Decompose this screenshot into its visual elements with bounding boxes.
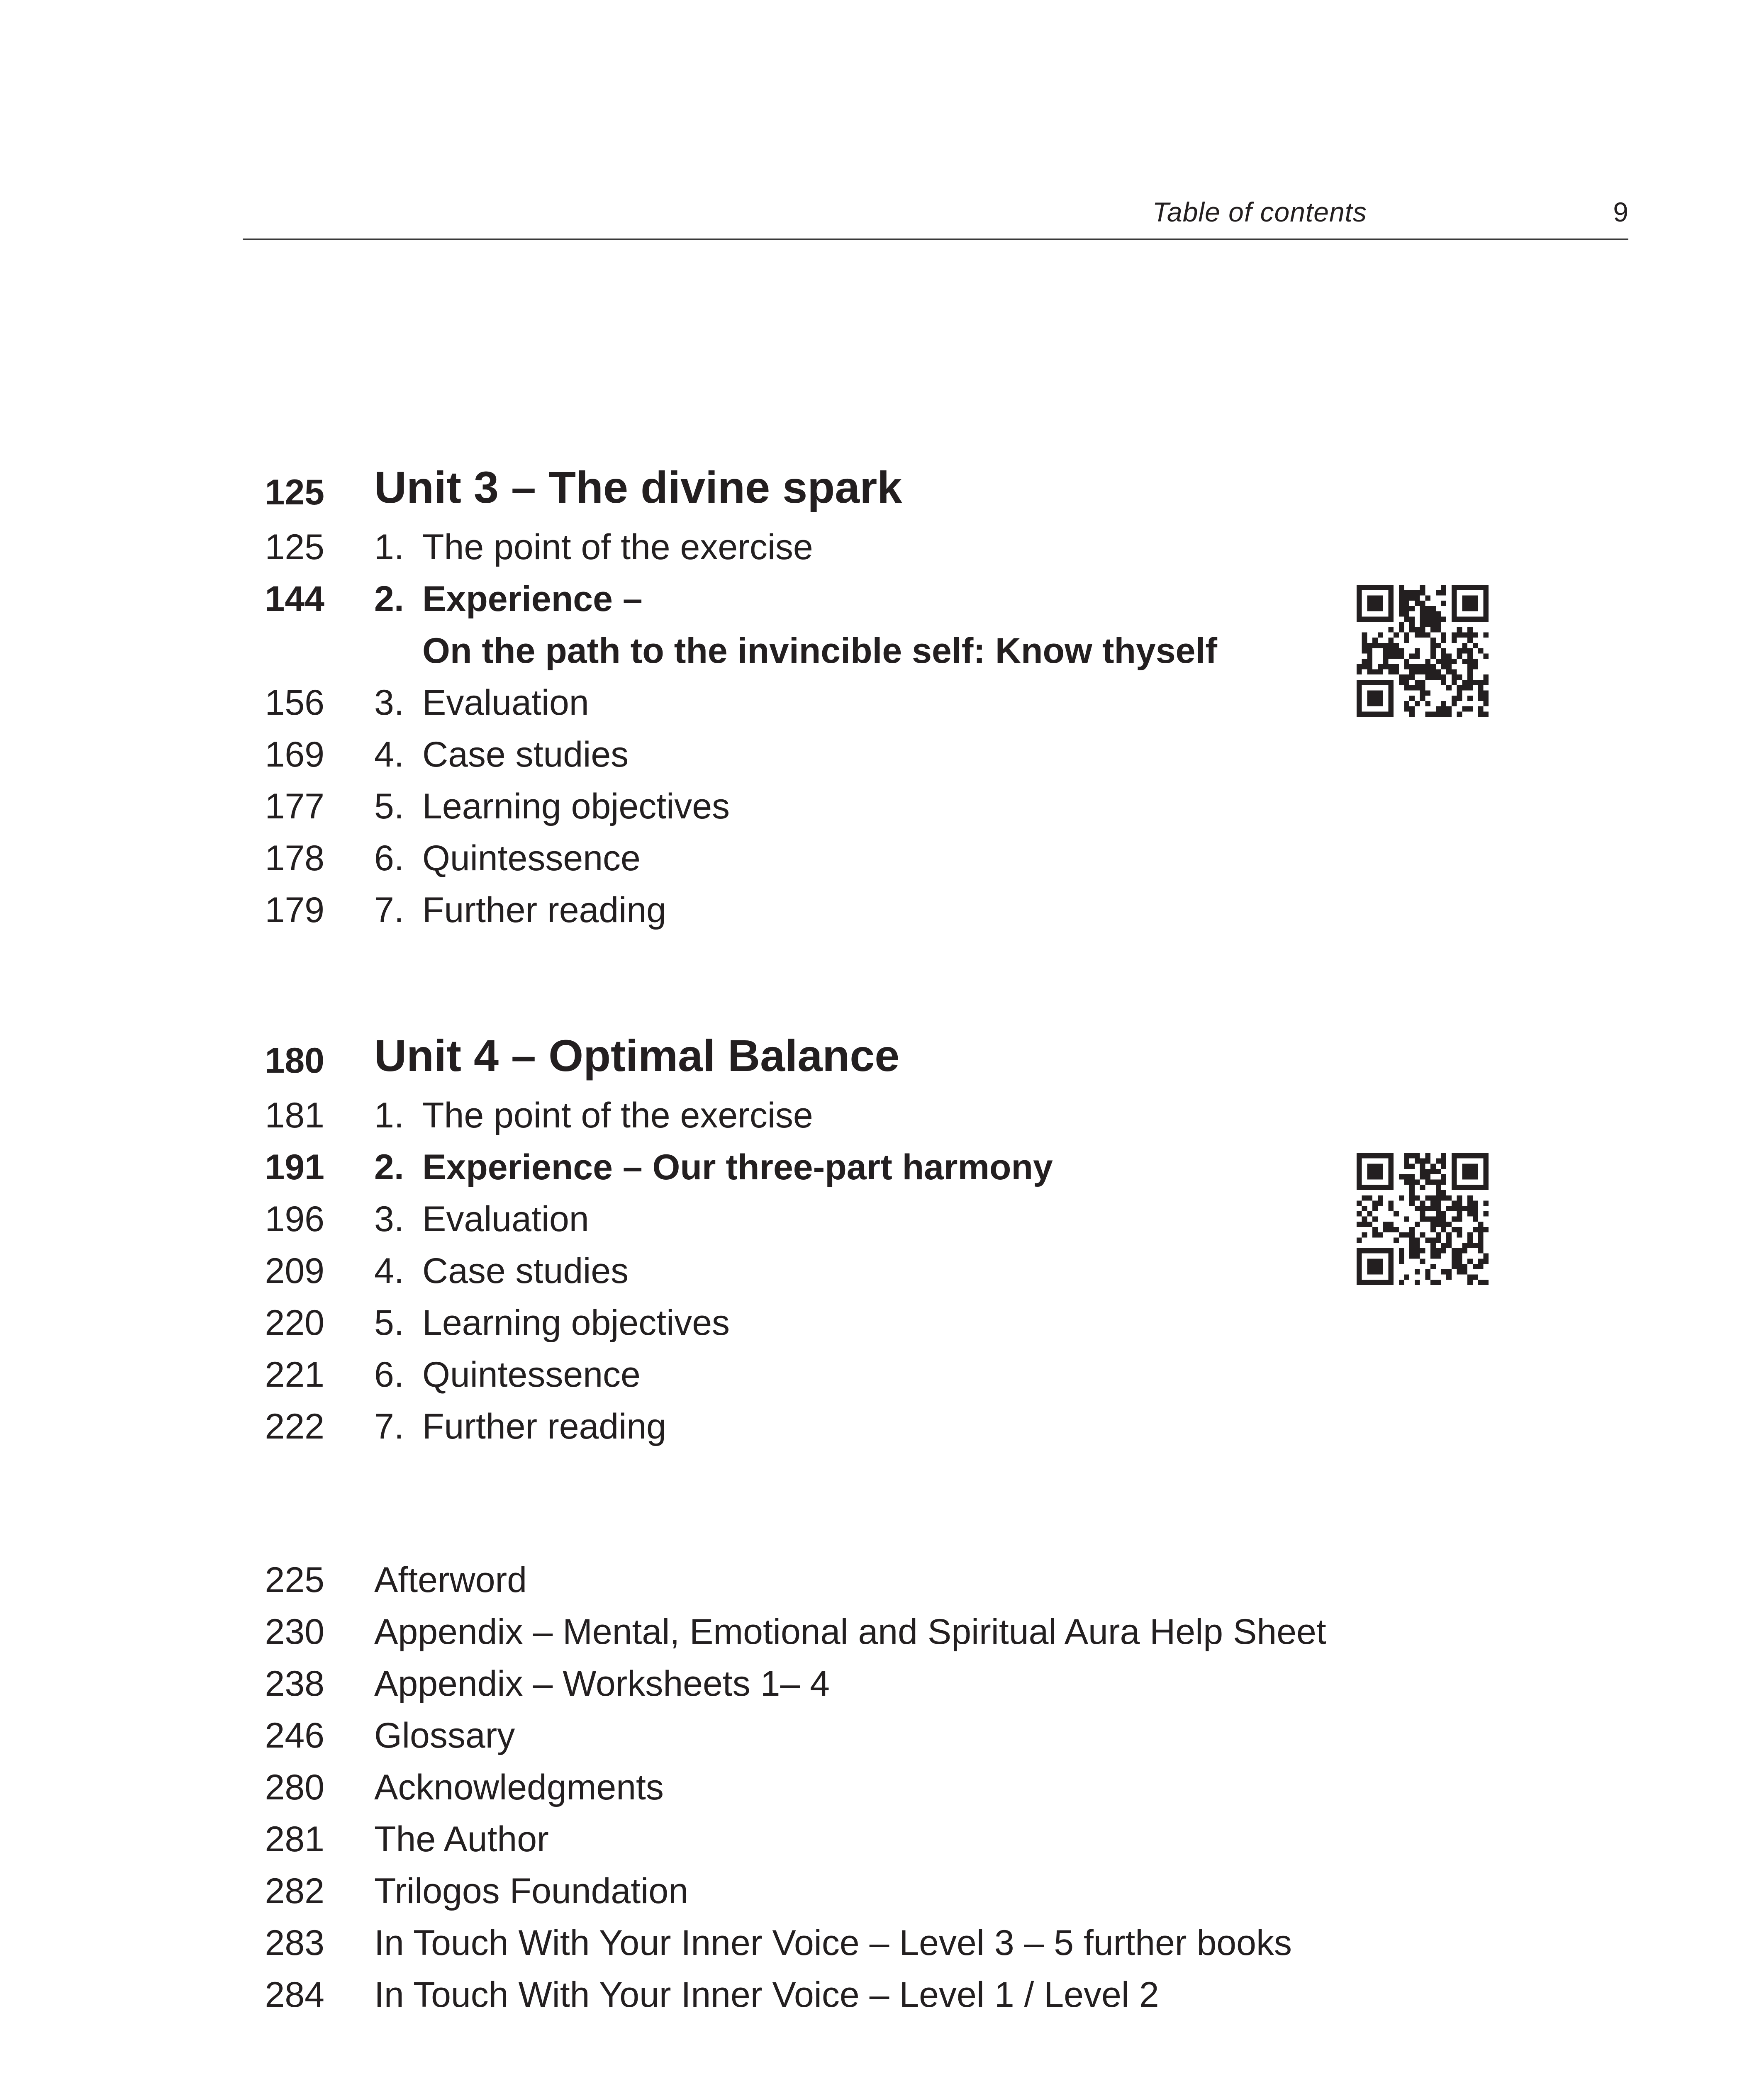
toc-number: 6.	[374, 1355, 404, 1395]
toc-number: 7.	[374, 1407, 404, 1446]
toc-page: 125	[265, 527, 324, 567]
toc-entry[interactable]	[249, 1095, 1494, 1145]
toc-entry[interactable]	[249, 734, 1494, 784]
toc-entry[interactable]	[249, 527, 1494, 577]
toc-page: 191	[265, 1147, 324, 1187]
toc-entry[interactable]	[249, 1406, 1494, 1456]
toc-entry[interactable]	[249, 1715, 1494, 1765]
toc-page: 196	[265, 1199, 324, 1239]
toc-label: Evaluation	[422, 683, 589, 723]
toc-page: 221	[265, 1355, 324, 1395]
toc-number: 4.	[374, 1251, 404, 1291]
toc-number: 5.	[374, 1303, 404, 1343]
qr-code-icon[interactable]	[1357, 585, 1489, 717]
toc-page: 238	[265, 1664, 324, 1704]
toc-label: Further reading	[422, 1407, 666, 1446]
toc-label: Case studies	[422, 1251, 629, 1291]
toc-number: 2.	[374, 579, 404, 619]
toc-label: The point of the exercise	[422, 1095, 813, 1135]
toc-label: Glossary	[374, 1716, 515, 1755]
toc-label: Appendix – Worksheets 1– 4	[374, 1664, 830, 1704]
toc-number: 7.	[374, 890, 404, 930]
toc-page: 284	[265, 1975, 324, 2015]
toc-page: 281	[265, 1819, 324, 1859]
toc-label: Quintessence	[422, 838, 641, 878]
toc-entry[interactable]	[249, 1611, 1494, 1661]
toc-number: 1.	[374, 527, 404, 567]
toc-entry[interactable]	[249, 1819, 1494, 1869]
toc-number: 3.	[374, 683, 404, 723]
toc-page: 280	[265, 1767, 324, 1807]
toc-entry[interactable]	[249, 1663, 1494, 1713]
toc-label: Further reading	[422, 890, 666, 930]
toc-entry[interactable]	[249, 1199, 1494, 1249]
unit-title: Unit 3 – The divine spark	[374, 462, 902, 512]
toc-entry[interactable]	[249, 838, 1494, 888]
toc-label: In Touch With Your Inner Voice – Level 3 – 5 further books	[374, 1923, 1292, 1963]
toc-label: Acknowledgments	[374, 1767, 664, 1807]
toc-entry[interactable]	[249, 1767, 1494, 1817]
toc-label: Evaluation	[422, 1199, 589, 1239]
toc-label: Experience –	[422, 579, 643, 619]
toc-entry[interactable]	[249, 1147, 1494, 1197]
toc-unit-heading[interactable]	[249, 462, 1494, 522]
toc-page: 181	[265, 1095, 324, 1135]
toc-page: 246	[265, 1716, 324, 1755]
toc-entry[interactable]	[249, 579, 1494, 671]
page-header	[243, 189, 1628, 240]
toc-entry[interactable]	[249, 890, 1494, 940]
toc-page: 209	[265, 1251, 324, 1291]
toc-number: 1.	[374, 1095, 404, 1135]
toc-label: Learning objectives	[422, 786, 730, 826]
toc-entry[interactable]	[249, 1560, 1494, 1609]
toc-page: 225	[265, 1560, 324, 1600]
toc-page: 125	[265, 472, 324, 512]
toc-entry[interactable]	[249, 1354, 1494, 1404]
running-title: Table of contents	[1152, 197, 1367, 227]
toc-entry[interactable]	[249, 1923, 1494, 1972]
toc-page: 178	[265, 838, 324, 878]
toc-label: The Author	[374, 1819, 549, 1859]
toc-number: 6.	[374, 838, 404, 878]
toc-entry[interactable]	[249, 1251, 1494, 1300]
toc-label: Trilogos Foundation	[374, 1871, 688, 1911]
toc-number: 2.	[374, 1147, 404, 1187]
toc-entry[interactable]	[249, 786, 1494, 836]
toc-page: 156	[265, 683, 324, 723]
toc-label: Quintessence	[422, 1355, 641, 1395]
toc-page: 220	[265, 1303, 324, 1343]
toc-page: 180	[265, 1041, 324, 1081]
toc-page: 283	[265, 1923, 324, 1963]
toc-page: 144	[265, 579, 324, 619]
unit-title: Unit 4 – Optimal Balance	[374, 1030, 900, 1081]
toc-entry[interactable]	[249, 1302, 1494, 1352]
toc-unit-heading[interactable]	[249, 1030, 1494, 1090]
toc-label-continued: On the path to the invincible self: Know thyself	[422, 631, 1218, 671]
toc-page: 282	[265, 1871, 324, 1911]
toc-label: The point of the exercise	[422, 527, 813, 567]
toc-entry[interactable]	[249, 1974, 1494, 2024]
toc-label: Case studies	[422, 735, 629, 774]
qr-code-icon[interactable]	[1357, 1153, 1489, 1285]
toc-page: 179	[265, 890, 324, 930]
toc-page: 177	[265, 786, 324, 826]
toc-number: 5.	[374, 786, 404, 826]
toc-entry[interactable]	[249, 682, 1494, 732]
toc-label: Learning objectives	[422, 1303, 730, 1343]
toc-label: Appendix – Mental, Emotional and Spiritual Aura Help Sheet	[374, 1612, 1326, 1652]
page-number: 9	[1613, 197, 1628, 227]
toc-number: 3.	[374, 1199, 404, 1239]
toc-page: 169	[265, 735, 324, 774]
toc-page: 230	[265, 1612, 324, 1652]
toc-label: In Touch With Your Inner Voice – Level 1 / Level 2	[374, 1975, 1159, 2015]
toc-page: 222	[265, 1407, 324, 1446]
toc-label: Afterword	[374, 1560, 527, 1600]
toc-number: 4.	[374, 735, 404, 774]
toc-entry[interactable]	[249, 1871, 1494, 1921]
toc-label: Experience – Our three-part harmony	[422, 1147, 1053, 1187]
